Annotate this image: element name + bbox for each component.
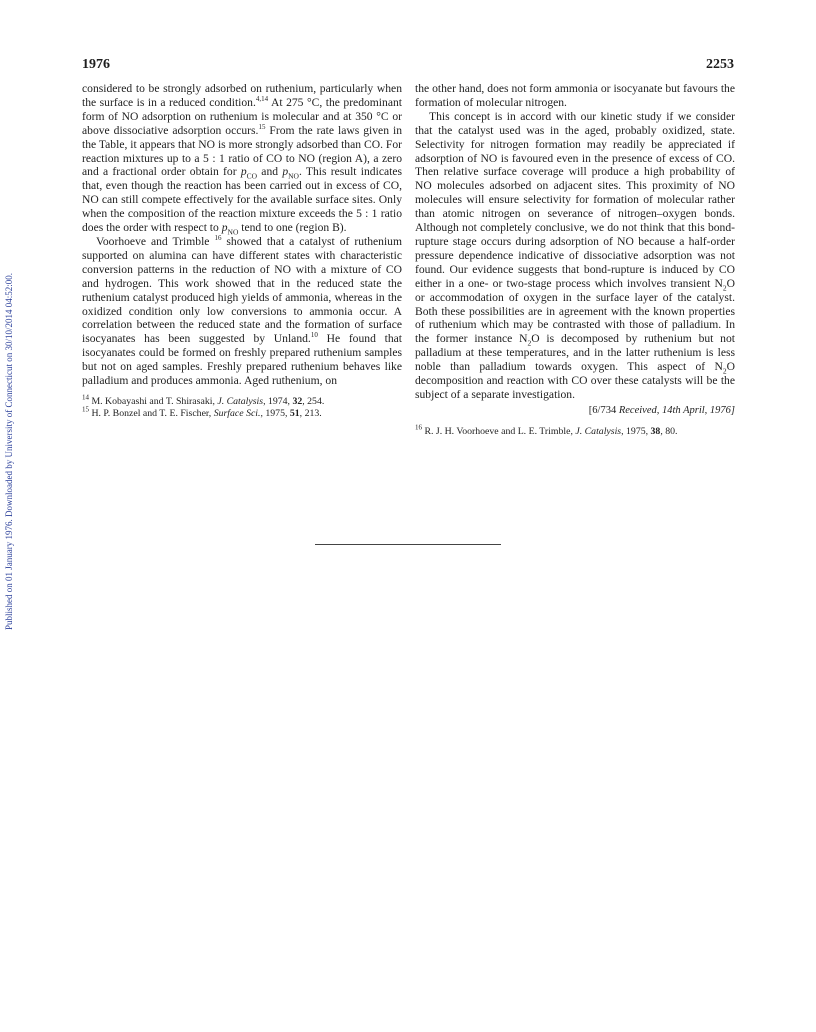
running-header (82, 57, 734, 73)
right-paragraph-1: the other hand, does not form ammonia or isocyanate but favours the formation of molecular nitrogen. (415, 82, 735, 109)
left-paragraph-2: Voorhoeve and Trimble $^{16}$ showed that a catalyst of ruthenium supported on alumina can have different states with characteristic conversion patterns in the reduction of NO with a mixture of CO and hydrogen. This work showed that in the reduced state the ruthenium catalyst produced high yields of ammonia, whereas in the oxidized condition only low conversions to ammonia occur. A correlation between the reduced state and the formation of surface isocyanates has been suggested by Unland.$^{10}$ He found that isocyanates could be formed on freshly prepared ruthenium samples but not on aged samples. Freshly prepared ruthenium behaves like palladium and produces ammonia. Aged ruthenium, on (82, 234, 402, 388)
footnote-16: $^{16}$ R. J. H. Voorhoeve and L. E. Trimble, J. Catalysis, 1975, 38, 80. (415, 423, 678, 437)
ref-10: 10 (310, 331, 318, 340)
ref-4-14: 4,14 (255, 95, 269, 104)
right-footnotes (415, 423, 735, 438)
left-paragraph-1: considered to be strongly adsorbed on ruthenium, particularly when the surface is in a reduced condition.$^{4,14}$ At 275 °C, the predominant form of NO adsorption on ruthenium is molecular and at 350 °C or above dissociative adsorption occurs.$^{15}$ From the rate laws given in the Table, it appears that NO is more strongly adsorbed than CO. For reaction mixtures up to a 5 : 1 ratio of CO to NO (region A), a zero and a fractional order obtain for $p_{CO}$ and $p_{NO}$. This result indicates that, even though the reaction has been carried out in excess of CO, NO can still compete effectively for the available surface sites. Only when the composition of the reaction mixture exceeds the 5 : 1 ratio does the order with respect to $p_{NO}$ tend to one (region B). (82, 82, 402, 237)
page-number: 2253 (706, 57, 734, 72)
ref-16: 16 (214, 234, 222, 243)
ref-15: 15 (258, 122, 266, 131)
left-footnotes (82, 393, 402, 420)
end-rule (315, 544, 501, 545)
received-date: [6/734 Received, 14th April, 1976] (588, 404, 735, 416)
download-stamp: Published on 01 January 1976. Downloaded by University of Connecticut on 30/10/2014 04:52:00. (4, 273, 14, 630)
right-column (415, 82, 735, 438)
left-column (82, 82, 402, 420)
footnote-15: $^{15}$ H. P. Bonzel and T. E. Fischer, Surface Sci., 1975, 51, 213. (82, 405, 322, 419)
footnote-14: $^{14}$ M. Kobayashi and T. Shirasaki, J. Catalysis, 1974, 32, 254. (82, 393, 325, 407)
header-year: 1976 (82, 57, 110, 72)
right-paragraph-2: This concept is in accord with our kinetic study if we consider that the catalyst used was in the aged, probably oxidized, state. Selectivity for nitrogen formation may readily be appreciated if adsorption of NO is favoured even in the presence of excess of CO. Then relative surface coverage will produce a high probability of NO molecules adsorbed on adjacent sites. This proximity of NO molecules will ensure selectivity for formation of molecular rather than atomic nitrogen on severance of nitrogen–oxygen bonds. Although not completely conclusive, we do not think that this bond-rupture stage occurs during adsorption of NO because a half-order pressure dependence indicative of dissociative adsorption was not found. Our evidence suggests that bond-rupture is induced by CO either in a one- or two-stage process which involves transient $N_2O$ or accommodation of oxygen in the surface layer of the catalyst. Both these possibilities are in agreement with the known properties of ruthenium which may be contrasted with those of palladium. In the former instance $N_2O$ is decomposed by ruthenium but not palladium at these temperatures, and in the latter ruthenium is less noble than palladium towards oxygen. This aspect of $N_2O$ decomposition and reaction with CO over these catalysts will be the subject of a separate investigation. (415, 109, 735, 401)
